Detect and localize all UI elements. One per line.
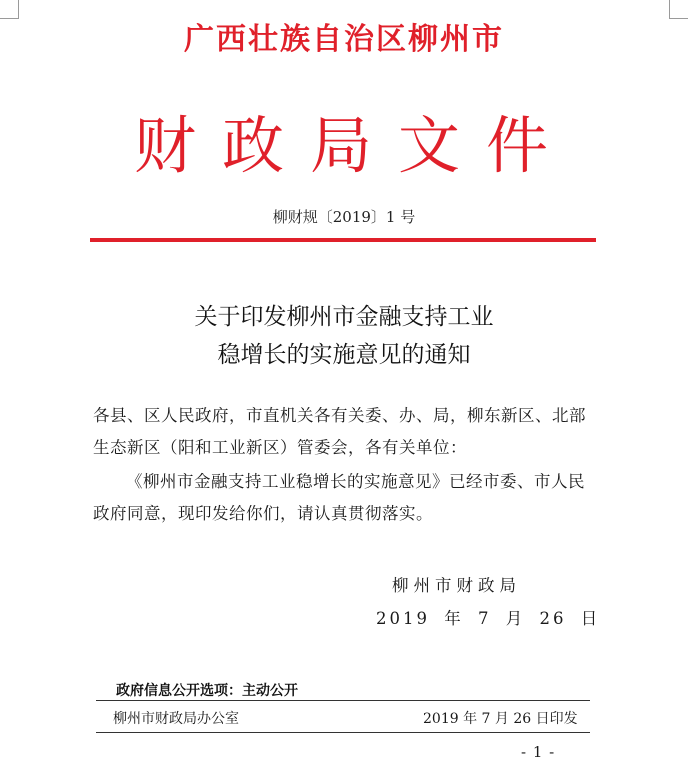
issuer-name: 广西壮族自治区柳州市 (184, 22, 504, 57)
document-title (0, 298, 688, 374)
disclosure-option: 政府信息公开选项：主动公开 (116, 683, 298, 699)
recipients-paragraph: 各县、区人民政府，市直机关各有关委、办、局，柳东新区、北部生态新区（阳和工业新区）管委会，各有关单位： (93, 406, 586, 457)
document-type-heading: 财政局文件 (133, 109, 574, 182)
red-separator-line (90, 238, 596, 242)
signing-date: 2019 年 7 月 26 日 (376, 609, 601, 628)
signing-organization: 柳州市财政局 (392, 576, 521, 595)
body-paragraph: 《柳州市金融支持工业稳增长的实施意见》已经市委、市人民政府同意，现印发给你们，请认真贯彻落实。 (93, 472, 585, 523)
issuing-office: 柳州市财政局办公室 (113, 711, 239, 727)
page-number: - 1 - (521, 743, 556, 761)
footer-rule-top (96, 700, 590, 701)
footer-rule-bottom (96, 732, 590, 733)
issue-date: 2019 年 7 月 26 日印发 (423, 711, 578, 727)
document-number: 柳财规〔2019〕1 号 (272, 208, 416, 226)
title-line-2: 稳增长的实施意见的通知 (217, 342, 471, 368)
title-line-1: 关于印发柳州市金融支持工业 (194, 304, 494, 330)
